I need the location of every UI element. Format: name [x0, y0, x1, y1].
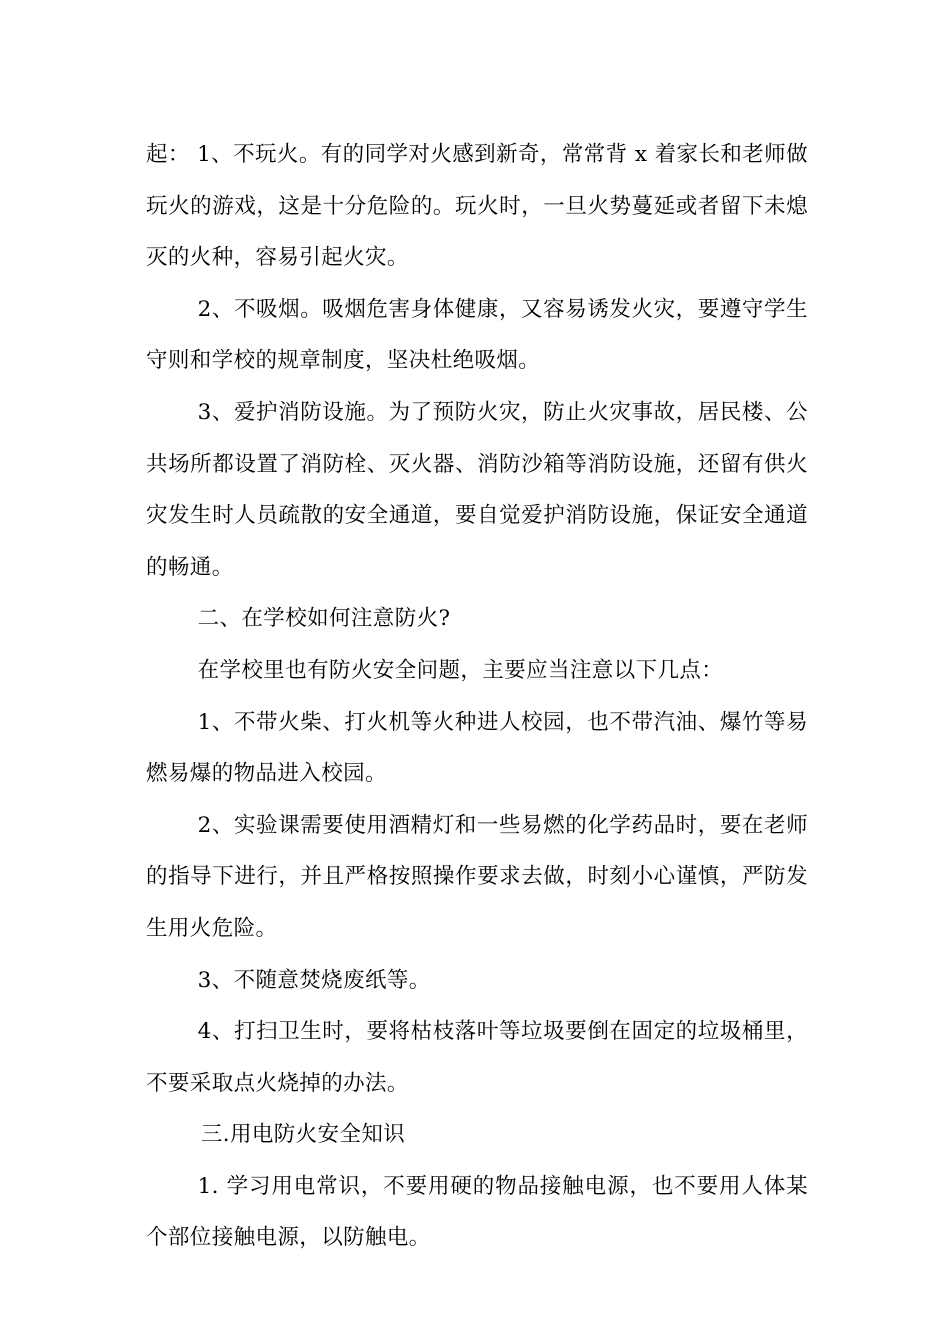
paragraph-school-intro: 在学校里也有防火安全问题，主要应当注意以下几点：: [197, 657, 724, 683]
paragraph-no-smoking: 2、不吸烟。吸烟危害身体健康，又容易诱发火灾，要遵守学生守则和学校的规章制度，坚决杜绝吸烟。: [146, 296, 808, 374]
paragraph-cleaning: 4、打扫卫生时，要将枯枝落叶等垃圾要倒在固定的垃圾桶里，不要采取点火烧掉的办法。: [146, 1019, 808, 1096]
document-body: [146, 129, 808, 1264]
paragraph-fire-play: 起： 1、不玩火。有的同学对火感到新奇，常常背 x 着家长和老师做玩火的游戏，这是十分危险的。玩火时，一旦火势蔓延或者留下未熄灭的火种，容易引起火灾。: [146, 142, 808, 271]
section-heading-school-fire: 二、在学校如何注意防火?: [197, 606, 451, 632]
paragraph-no-burning: 3、不随意焚烧废纸等。: [197, 967, 431, 993]
section-heading-electric-fire: 三.用电防火安全知识: [200, 1122, 406, 1148]
paragraph-lab-safety: 2、实验课需要使用酒精灯和一些易燃的化学药品时，要在老师的指导下进行，并且严格按照操作要求去做，时刻小心谨慎，严防发生用火危险。: [146, 812, 808, 941]
paragraph-fire-facilities: 3、爱护消防设施。为了预防火灾，防止火灾事故，居民楼、公共场所都设置了消防栓、灭火器、消防沙箱等消防设施，还留有供火灾发生时人员疏散的安全通道，要自觉爱护消防设施，保证安全通道的畅通。: [146, 399, 808, 580]
paragraph-no-fire-sources: 1、不带火柴、打火机等火种进人校园，也不带汽油、爆竹等易燃易爆的物品进入校园。: [146, 709, 808, 787]
paragraph-electric-safety: 1. 学习用电常识，不要用硬的物品接触电源，也不要用人体某个部位接触电源，以防触电。: [146, 1173, 808, 1251]
